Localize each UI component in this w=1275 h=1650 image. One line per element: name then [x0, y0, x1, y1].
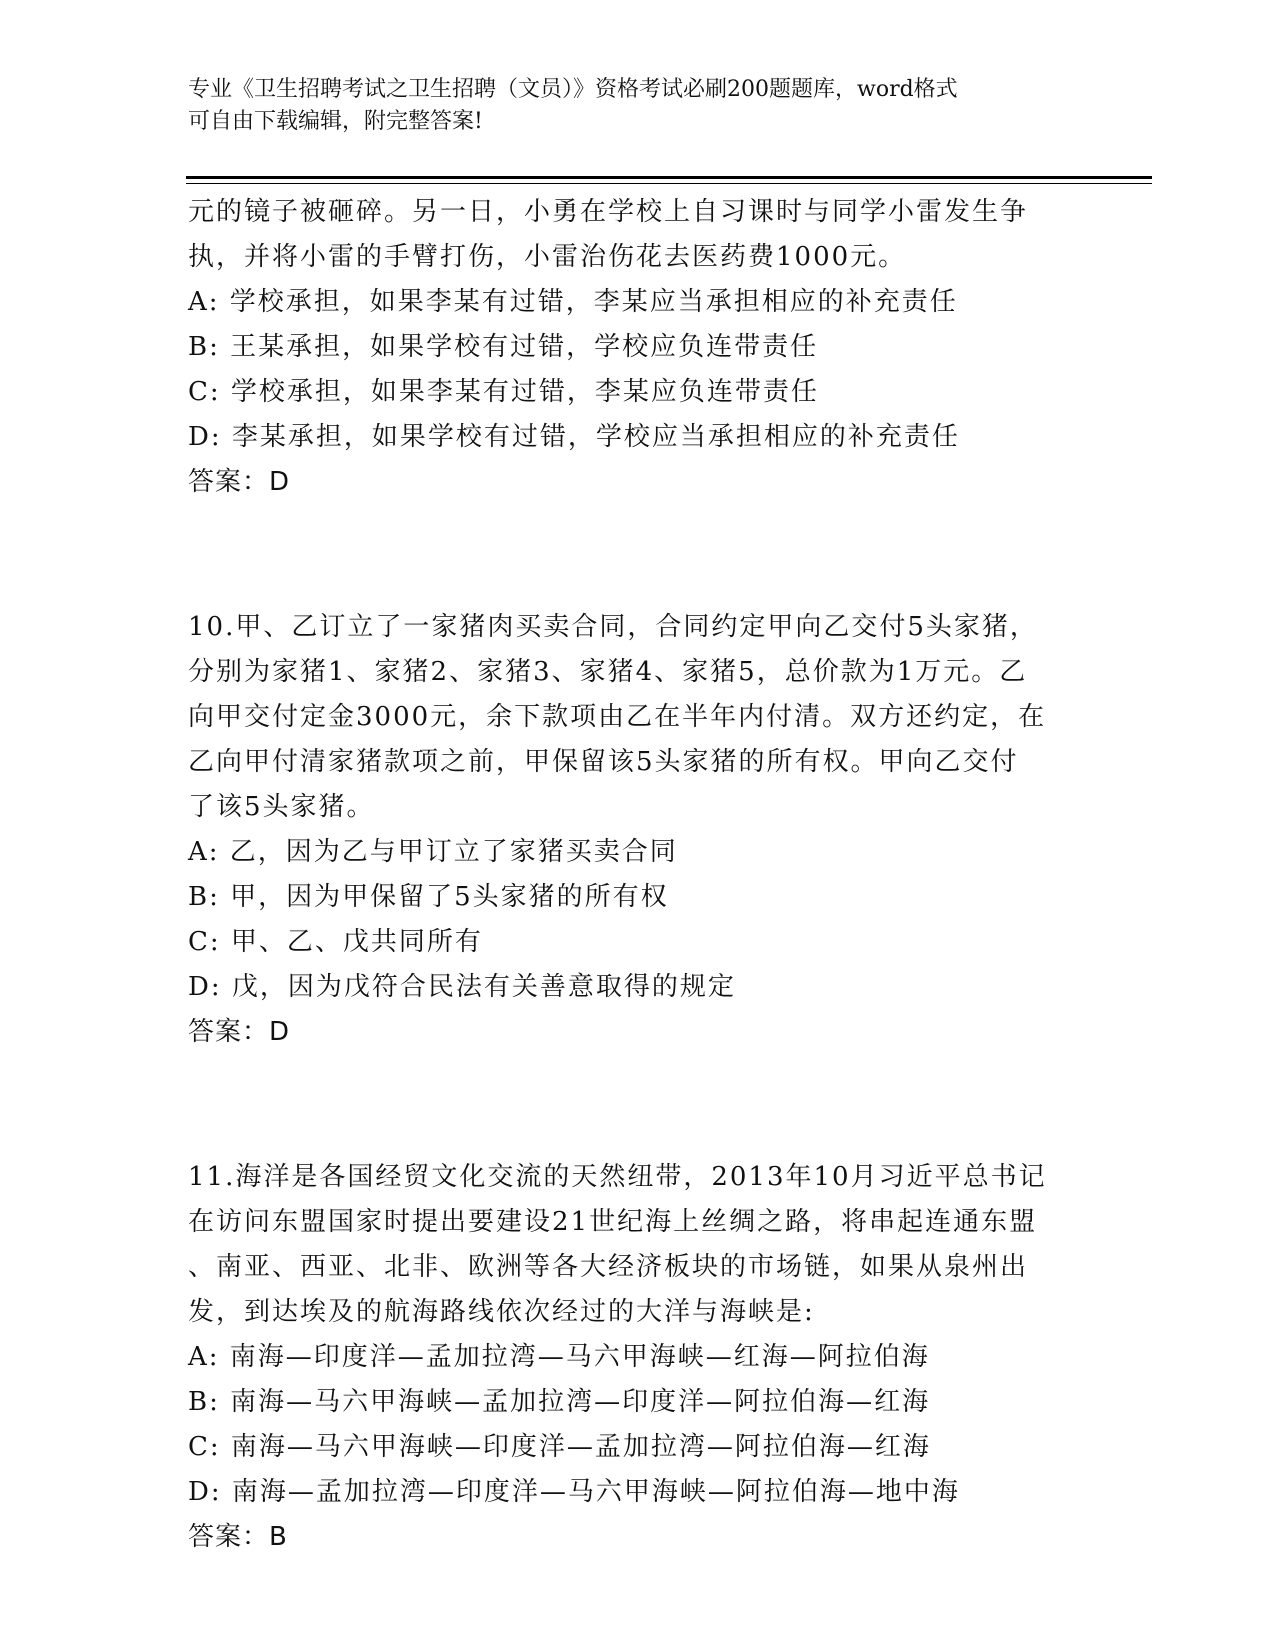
- answer-label: 答案：D: [188, 1017, 291, 1047]
- question-stem-line: 10.甲、乙订立了一家猪肉买卖合同，合同约定甲向乙交付5头家猪，: [188, 612, 1038, 642]
- option-b: B: 甲，因为甲保留了5头家猪的所有权: [188, 882, 669, 912]
- option-d: D: 南海—孟加拉湾—印度洋—马六甲海峡—阿拉伯海—地中海: [188, 1477, 960, 1507]
- option-b: B: 王某承担，如果学校有过错，学校应负连带责任: [188, 332, 819, 362]
- answer-label: 答案：B: [188, 1522, 288, 1552]
- question-stem-line: 执，并将小雷的手臂打伤，小雷治伤花去医药费1000元。: [188, 242, 907, 272]
- question-9: [188, 190, 1088, 505]
- question-spacer: [188, 505, 1088, 605]
- option-c: C: 甲、乙、戊共同所有: [188, 927, 483, 957]
- question-stem-line: 、南亚、西亚、北非、欧洲等各大经济板块的市场链，如果从泉州出: [188, 1252, 1029, 1282]
- header-line-2: 可自由下载编辑，附完整答案!: [188, 109, 483, 134]
- question-stem-line: 分别为家猪1、家猪2、家猪3、家猪4、家猪5，总价款为1万元。乙: [188, 657, 1028, 687]
- question-10: [188, 605, 1088, 1055]
- question-stem-line: 在访问东盟国家时提出要建设21世纪海上丝绸之路，将串起连通东盟: [188, 1207, 1038, 1237]
- option-c: C: 学校承担，如果李某有过错，李某应负连带责任: [188, 377, 819, 407]
- option-a: A: 学校承担，如果李某有过错，李某应当承担相应的补充责任: [188, 287, 958, 317]
- header-divider-thick: [186, 176, 1152, 179]
- header-line-1: 专业《卫生招聘考试之卫生招聘（文员）》资格考试必刷200题题库，word格式: [188, 77, 958, 102]
- question-spacer: [188, 1055, 1088, 1155]
- answer-label: 答案：D: [188, 467, 291, 497]
- question-stem-line: 向甲交付定金3000元，余下款项由乙在半年内付清。双方还约定，在: [188, 702, 1047, 732]
- option-a: A: 南海—印度洋—孟加拉湾—马六甲海峡—红海—阿拉伯海: [188, 1342, 930, 1372]
- question-11: [188, 1155, 1088, 1560]
- question-stem-line: 了该5头家猪。: [188, 792, 375, 822]
- option-c: C: 南海—马六甲海峡—印度洋—孟加拉湾—阿拉伯海—红海: [188, 1432, 931, 1462]
- option-d: D: 李某承担，如果学校有过错，学校应当承担相应的补充责任: [188, 422, 960, 452]
- option-a: A: 乙，因为乙与甲订立了家猪买卖合同: [188, 837, 678, 867]
- question-stem-line: 发，到达埃及的航海路线依次经过的大洋与海峡是:: [188, 1297, 815, 1327]
- header-divider-thin: [186, 183, 1152, 184]
- document-header: [188, 74, 1068, 138]
- question-stem-line: 乙向甲付清家猪款项之前，甲保留该5头家猪的所有权。甲向乙交付: [188, 747, 1019, 777]
- question-stem-line: 11.海洋是各国经贸文化交流的天然纽带，2013年10月习近平总书记: [188, 1162, 1047, 1192]
- document-body: [188, 190, 1088, 1560]
- question-stem-line: 元的镜子被砸碎。另一日，小勇在学校上自习课时与同学小雷发生争: [188, 197, 1029, 227]
- option-b: B: 南海—马六甲海峡—孟加拉湾—印度洋—阿拉伯海—红海: [188, 1387, 931, 1417]
- option-d: D: 戊，因为戊符合民法有关善意取得的规定: [188, 972, 736, 1002]
